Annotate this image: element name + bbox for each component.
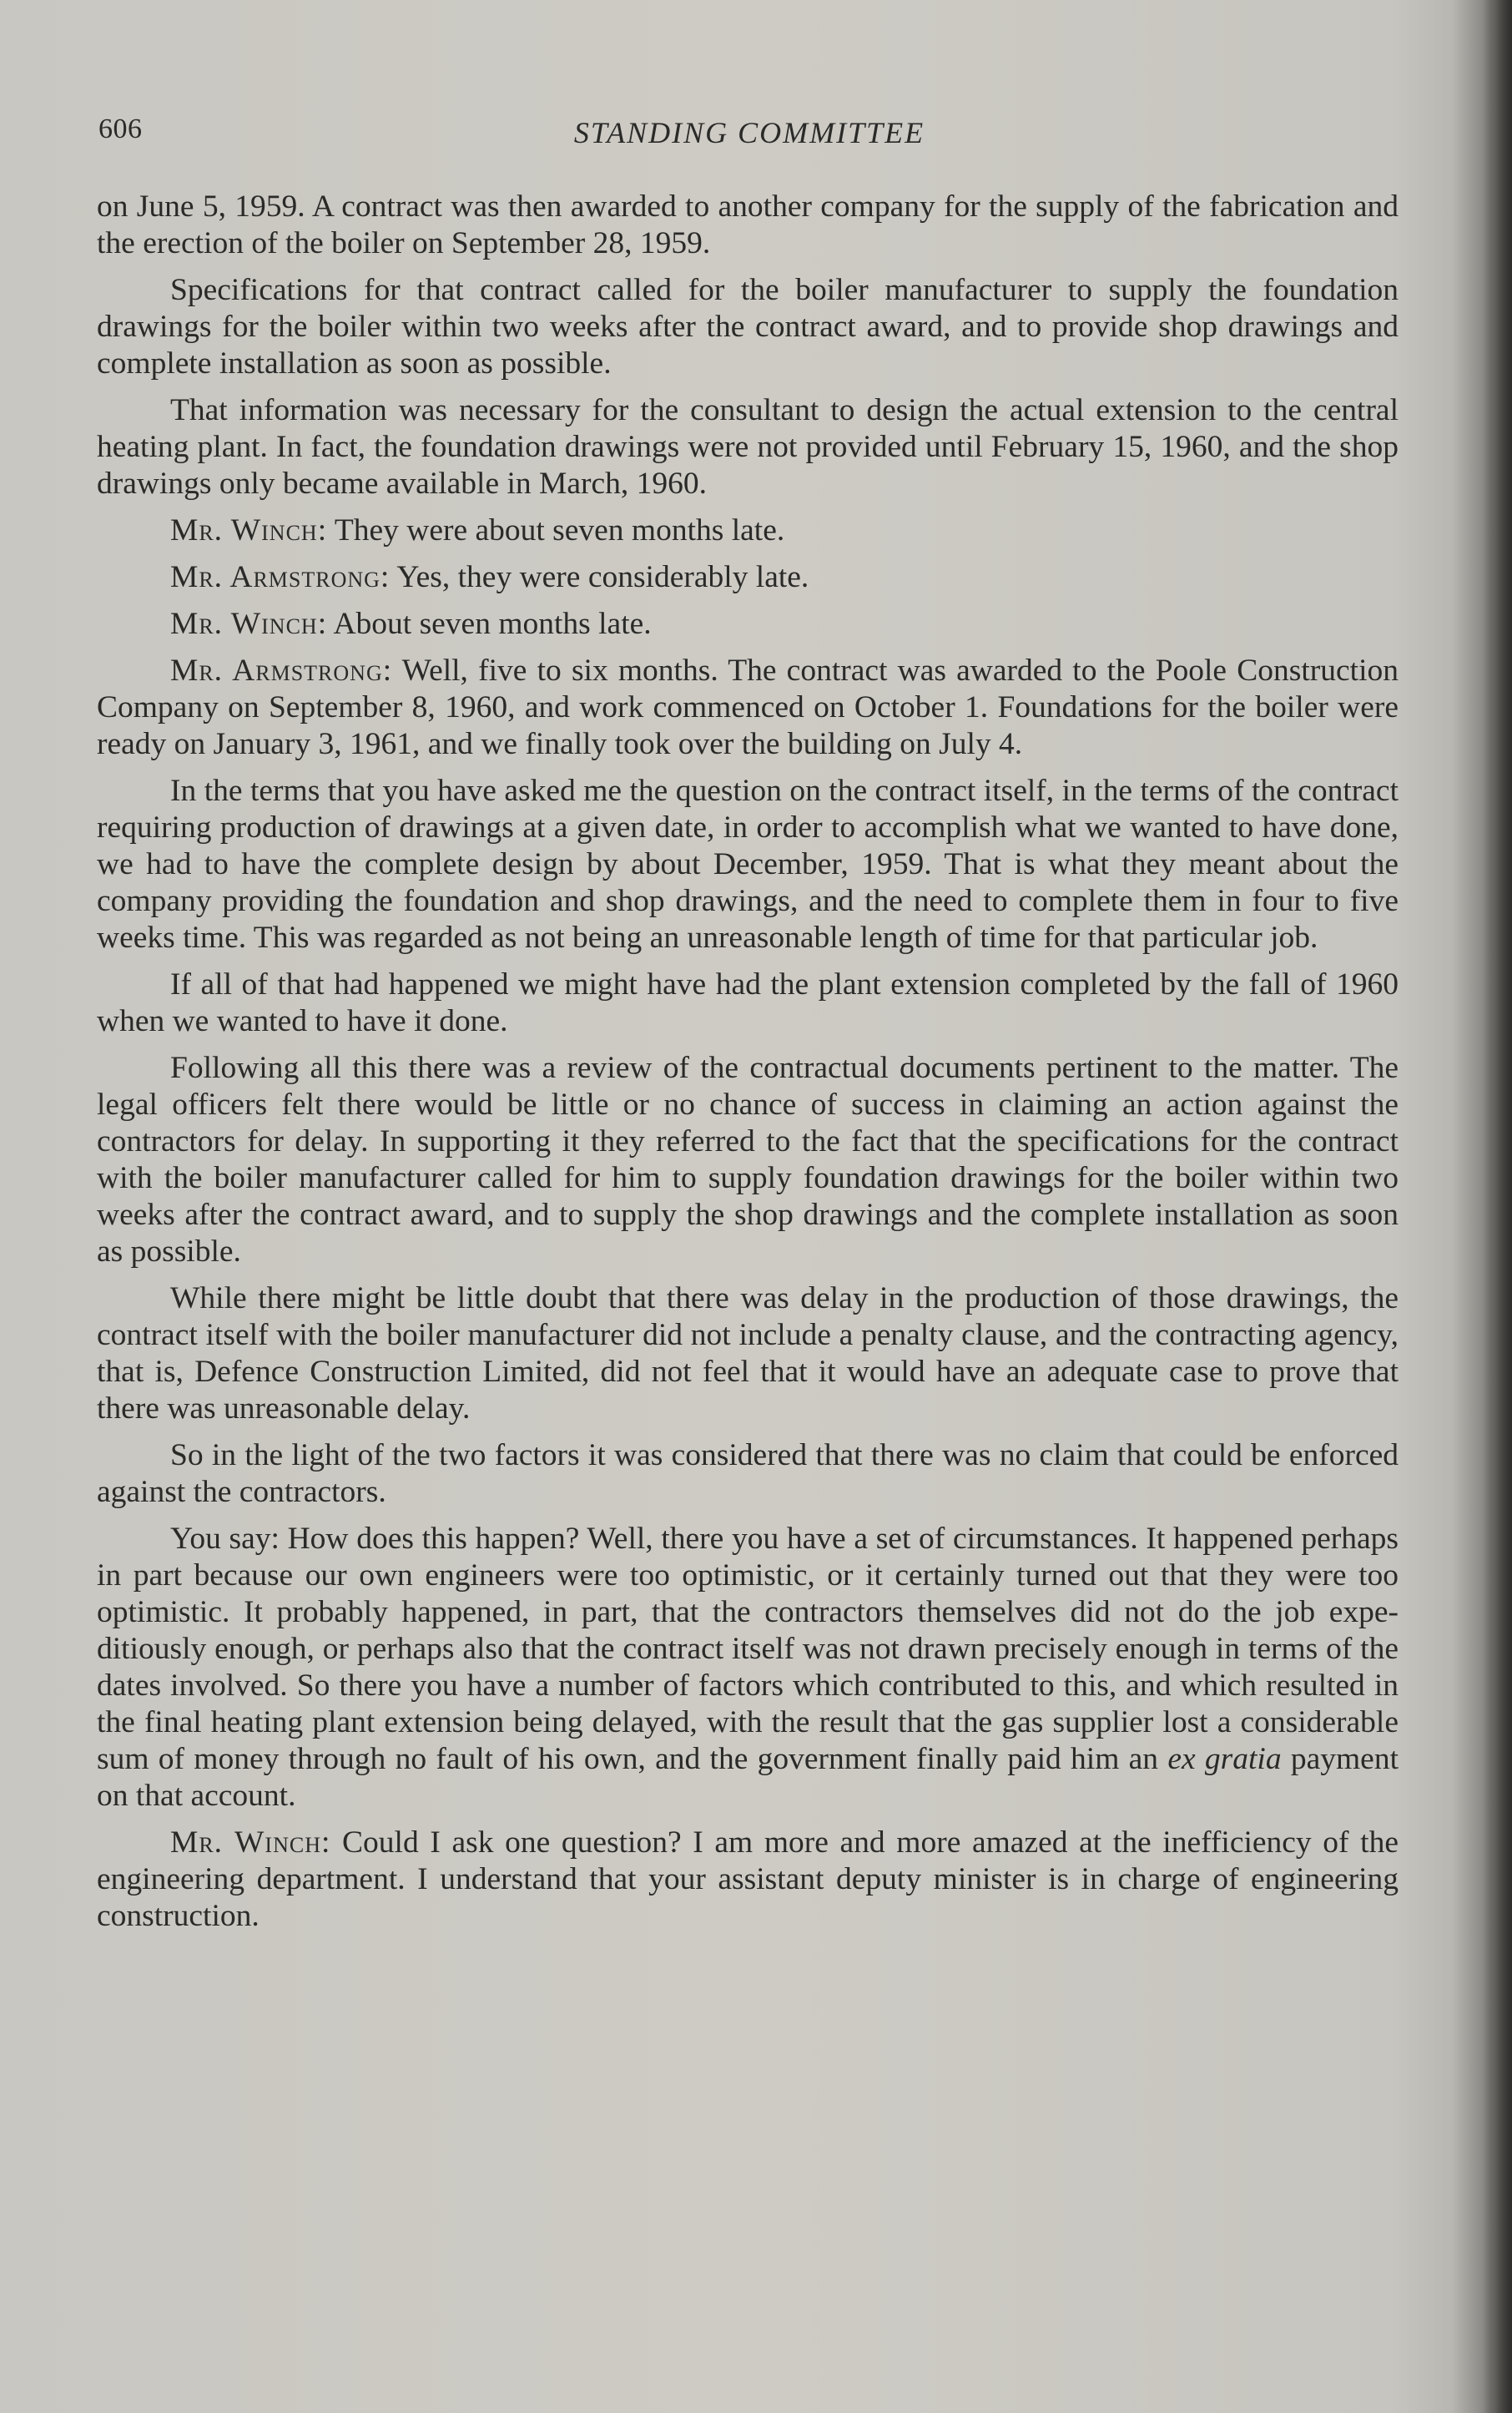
paragraph-circumstances [97,1521,1399,1815]
text-before-latin: You say: How does this happen? Well, there you have a set of circumstances. It happened perhaps in part because our own engineers were too optimistic, or it certainly turned out that they were too optimistic. It probably happened, in part, that the contractors themselves did not do the job expeditiously enough, or perhaps also that the contract itself was not drawn precisely enough in terms of the dates involved. So there you have a number of factors which contributed to this, and which resulted in the final heating plant extension being delayed, with the result that the gas supplier lost a considerable sum of money through no fault of his own, and the government finally paid him an [97,1522,1399,1776]
speech-text: About seven months late. [333,607,652,641]
speech-text: They were about seven months late. [334,513,785,548]
running-head: STANDING COMMITTEE [573,116,925,149]
speech-text: Well, five to six months. The contract was awarded to the Poole Construction Company on September 8, 1960, and work commenced on October 1. Foundations for the boiler were ready on January 3, 1961, and we finally took over the building on July 4. [97,654,1399,761]
latin-phrase: ex gratia [1167,1742,1282,1776]
binding-shadow [1484,0,1512,2413]
speaker-label: Mr. Winch: [170,513,328,548]
page-header [98,107,1400,157]
paragraph-2: Specifications for that contract called for the boiler manufacturer to supply the foundation drawings for the boiler within two weeks after the contract award, and to provide shop drawings and complete installation as soon as possible. [97,273,1399,381]
paragraph-contract-terms: In the terms that you have asked me the question on the contract itself, in the terms of the contract requiring production of drawings at a given date, in order to accomplish what we wanted to have done, we had to have the complete design by about December, 1959. That is what they meant about the company providing the foundation and shop drawings, and the need to complete them in four to five weeks time. This was regarded as not being an unreasonable length of time for that particular job. [97,774,1399,955]
paragraph-no-claim: So in the light of the two factors it was considered that there was no claim that could be enforced against the contractors. [97,1438,1399,1509]
speaker-label: Mr. Winch: [170,1825,331,1860]
body-text [97,189,1399,1945]
page-number: 606 [98,114,143,144]
paragraph-review: Following all this there was a review of the contractual documents pertinent to the matter. The legal officers felt there would be little or no chance of success in claiming an action against the contractors for delay. In supporting it they referred to the fact that the specifications for the contract with the boiler manufacturer called for him to supply foundation drawings for the boiler within two weeks after the contract award, and to supply the shop drawings and the complete installation as soon as possible. [97,1051,1399,1269]
speech-winch-2 [97,606,1399,643]
speech-text: Yes, they were considerably late. [396,560,809,594]
paragraph-delay: While there might be little doubt that there was delay in the production of those drawings, the contract itself with the boiler manufacturer did not include a penalty clause, and the contracting agency, that is, Defence Construction Limited, did not feel that it would have an adequate case to prove that there was unreasonable delay. [97,1281,1399,1426]
speaker-label: Mr. Armstrong: [170,560,391,594]
speech-winch-3 [97,1825,1399,1935]
speaker-label: Mr. Armstrong: [170,654,393,688]
speaker-label: Mr. Winch: [170,607,328,641]
speech-text: Could I ask one question? I am more and more amazed at the inefficiency of the engineering department. I understand that your assistant deputy minister is in charge of engineering construction. [97,1825,1399,1933]
speech-winch-1 [97,512,1399,549]
paragraph-3: That information was necessary for the consultant to design the actual extension to the central heating plant. In fact, the foundation drawings were not provided until February 15, 1960, and the shop drawings only became available in March, 1960. [97,393,1399,501]
paragraph-plant-extension: If all of that had happened we might have had the plant extension completed by the fall of 1960 when we wanted to have it done. [97,967,1399,1038]
paragraph-1: on June 5, 1959. A contract was then awarded to another company for the supply of the fabrication and the erection of the boiler on September 28, 1959. [97,189,1399,260]
speech-armstrong-1 [97,559,1399,596]
speech-armstrong-2 [97,653,1399,763]
text-after-latin: payment on that account. [97,1742,1399,1813]
